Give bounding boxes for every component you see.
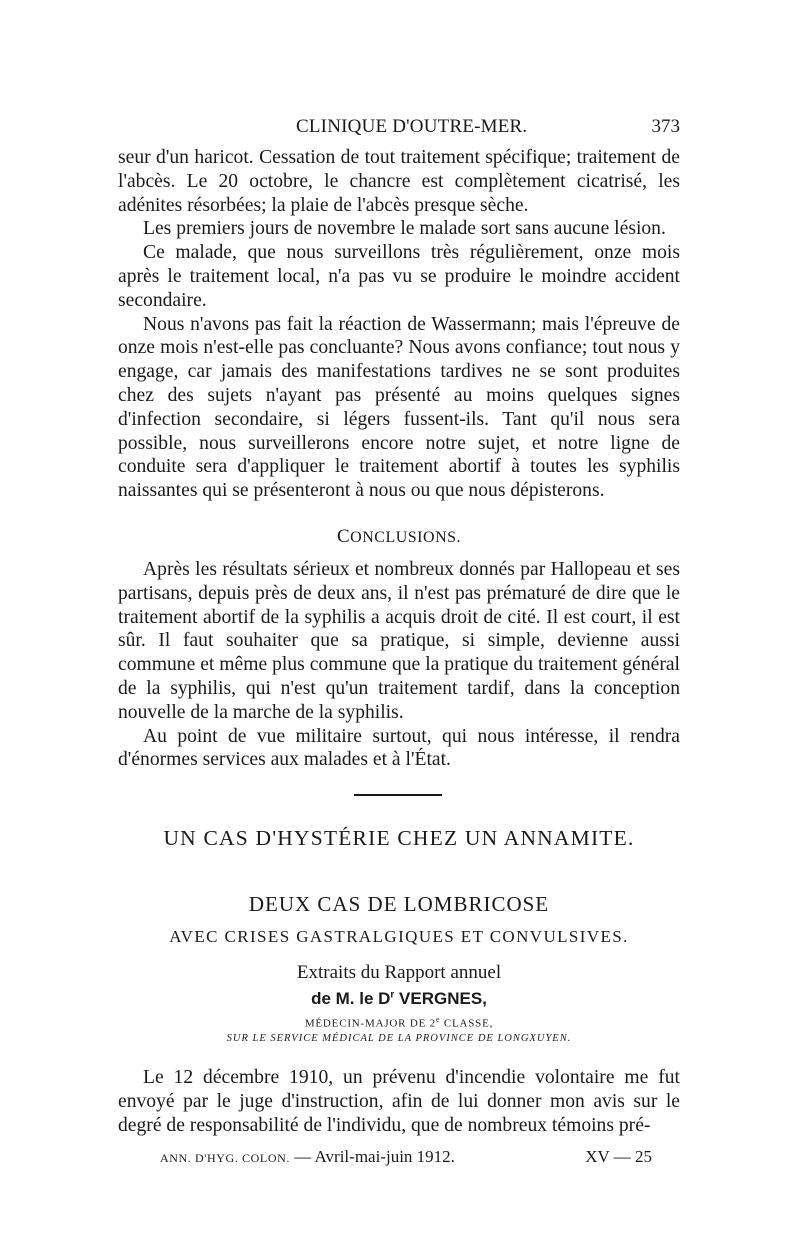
rank-sup: e [435, 1015, 441, 1024]
paragraph: Ce malade, que nous surveillons très régulièrement, onze mois après le traitement local, n'a pas vu se produire le moindre accident secondaire. [118, 242, 680, 311]
paragraph: Après les résultats sérieux et nombreux donnés par Hallopeau et ses partisans, depuis près de deux ans, il n'est pas prématuré de dire que le traitement abortif de la syphilis a acquis droit de cité. Il est court, il est sûr. Il faut souhaiter que sa pratique, si simple, devienne aussi commune et même plus commune que la pratique du traitement général de la syphilis, qui n'est qu'un traitement tardif, dans la conception nouvelle de la marche de la syphilis. [118, 559, 680, 723]
running-header-title: CLINIQUE D'OUTRE-MER. [296, 116, 528, 137]
service-line: SUR LE SERVICE MÉDICAL DE LA PROVINCE DE LONGXUYEN. [226, 1033, 572, 1044]
heading-rest: ONCLUSIONS. [350, 529, 462, 546]
body-text-bottom [118, 1066, 680, 1137]
body-text-top [118, 146, 680, 503]
journal-abbrev: ANN. D'HYG. COLON. [160, 1151, 290, 1165]
journal-date: — Avril-mai-juin 1912. [289, 1147, 455, 1166]
running-header [118, 116, 680, 140]
author-line [118, 989, 680, 1009]
rank-prefix: MÉDECIN-MAJOR DE 2 [304, 1017, 436, 1030]
extract-line: Extraits du Rapport annuel [296, 962, 502, 983]
paragraph: Au point de vue militaire surtout, qui nous intéresse, il rendra d'énormes services aux malades et à l'État. [118, 725, 680, 771]
body-text-conclusions [118, 558, 680, 772]
author-prefix: de M. le D [311, 989, 391, 1008]
paragraph: Les premiers jours de novembre le malade sort sans aucune lésion. [143, 218, 666, 240]
rank-suffix: CLASSE, [440, 1017, 494, 1030]
signature-mark: XV — 25 [585, 1147, 652, 1166]
author-sup: r [390, 989, 395, 1001]
section-divider [354, 794, 442, 796]
paragraph: Nous n'avons pas fait la réaction de Wassermann; mais l'épreuve de onze mois n'est-elle pas concluante? Nous avons confiance; tout nous y engage, car jamais des manifestations tardives ne se sont produites chez des sujets n'ayant pas présenté au moins quelques signes d'infection secondaire, si légers fussent-ils. Tant qu'il nous sera possible, nous surveillerons encore notre sujet, et notre ligne de conduite sera d'appliquer le traitement abortif à toutes les syphilis naissantes qui se présenteront à nous ou que nous dépisterons. [118, 313, 680, 502]
footer-citation [160, 1147, 455, 1167]
author-name: VERGNES, [394, 989, 487, 1008]
paragraph: seur d'un haricot. Cessation de tout traitement spécifique; traitement de l'abcès. Le 20 octobre, le chancre est complètement cicatrisé, les adénites résorbées; la plaie de l'abcès presque sèche. [118, 147, 680, 216]
author-rank [118, 1015, 680, 1030]
heading-initial: C [336, 526, 351, 547]
article-subtitle-2: AVEC CRISES GASTRALGIQUES ET CONVULSIVES. [169, 927, 629, 946]
paragraph: Le 12 décembre 1910, un prévenu d'incendie volontaire me fut envoyé par le juge d'instruction, afin de lui donner mon avis sur le degré de responsabilité de l'individu, que de nombreux témoins pré- [118, 1067, 680, 1136]
article-title: UN CAS D'HYSTÉRIE CHEZ UN ANNAMITE. [163, 826, 635, 850]
page-number: 373 [651, 116, 680, 137]
section-heading-conclusions [118, 526, 680, 548]
page-footer [160, 1147, 660, 1169]
article-subtitle: DEUX CAS DE LOMBRICOSE [248, 892, 550, 916]
